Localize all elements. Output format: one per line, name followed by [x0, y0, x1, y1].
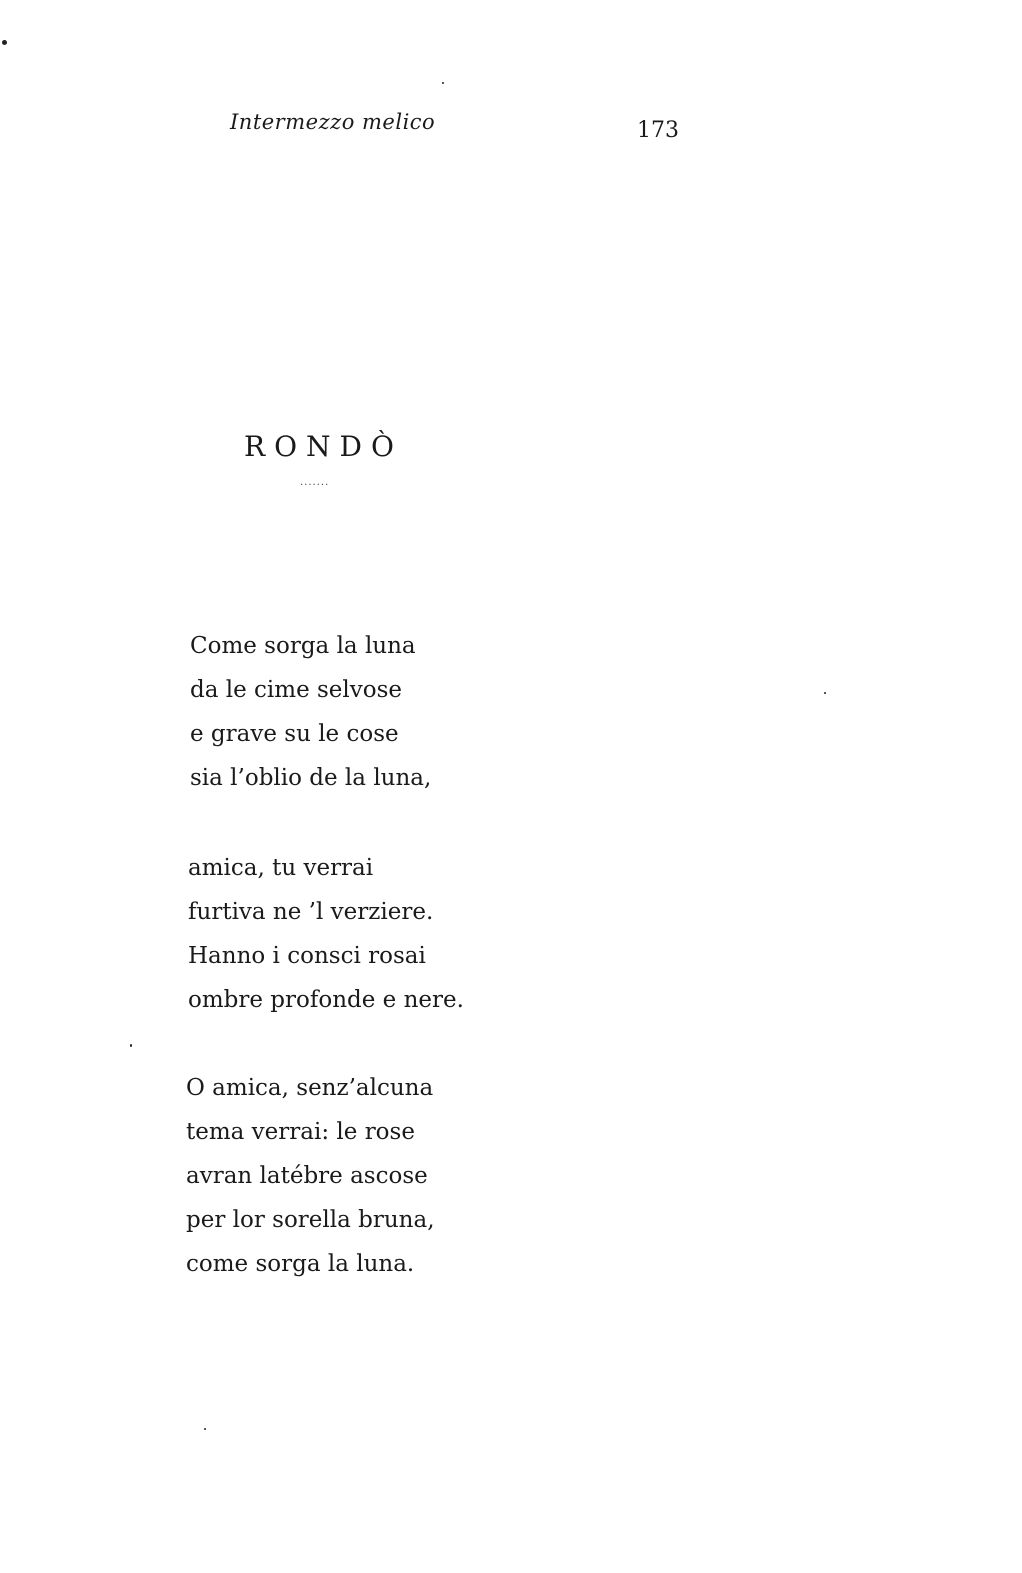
scan-speck [824, 692, 826, 694]
verse-line: O amica, senz’alcuna [186, 1075, 434, 1101]
scan-speck [130, 1044, 132, 1047]
stanza-1 [190, 624, 431, 800]
scan-speck [2, 40, 7, 45]
scan-speck [204, 1428, 206, 1430]
verse-line: come sorga la luna. [186, 1251, 415, 1277]
verse-line: ombre profonde e nere. [188, 987, 464, 1013]
verse-line: Hanno i consci rosai [188, 943, 426, 969]
poem-title: RONDÒ [244, 430, 403, 463]
page-number: 173 [637, 118, 679, 143]
verse-line: da le cime selvose [190, 677, 403, 703]
verse-line: furtiva ne ’l verziere. [188, 899, 434, 925]
verse-line: Come sorga la luna [190, 633, 416, 659]
verse-line: amica, tu verrai [188, 855, 374, 881]
stanza-3 [186, 1066, 435, 1286]
scan-speck [442, 82, 444, 84]
verse-line: sia l’oblio de la luna, [190, 765, 432, 791]
verse-line: tema verrai: le rose [186, 1119, 415, 1145]
running-head-title: Intermezzo melico [230, 110, 436, 134]
title-ornament: ....... [300, 477, 330, 488]
verse-line: avran latébre ascose [186, 1163, 428, 1189]
verse-line: per lor sorella bruna, [186, 1207, 435, 1233]
verse-line: e grave su le cose [190, 721, 399, 747]
stanza-2 [188, 846, 464, 1022]
